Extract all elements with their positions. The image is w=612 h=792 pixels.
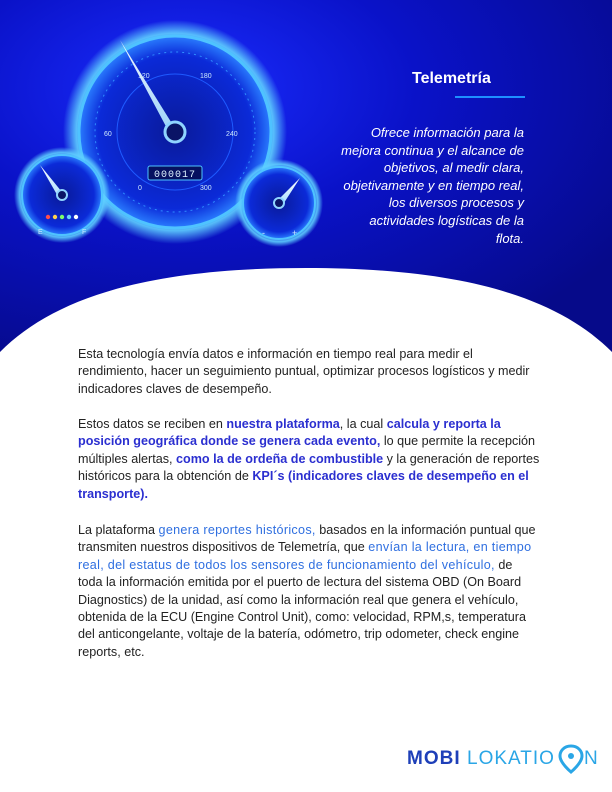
- hero-description: Ofrece información para la mejora continua y el alcance de objetivos, al medir clara, objetivamente y en tiempo real, los diversos procesos y actividades logísticas de la flota.: [341, 125, 524, 246]
- title-underline: [455, 96, 525, 98]
- paragraph-intro: Esta tecnología envía datos e información en tiempo real para medir el rendimiento, hacer un seguimiento puntual, optimizar procesos logísticos y medir indicadores claves de desempeño.: [78, 347, 530, 396]
- highlight-fuel-alert: como la de ordeña de combustible: [176, 451, 384, 466]
- fuel-full-label: F: [82, 229, 87, 236]
- tick-label: 300: [200, 185, 212, 192]
- paragraph-reports: [78, 522, 540, 661]
- highlight-sensors: envían la lectura, en tiempo real, del estatus de todos los sensores de funcionamiento del vehículo,: [78, 540, 532, 572]
- paragraph-platform: [78, 416, 540, 503]
- section-title: Telemetría: [412, 70, 491, 87]
- highlight-platform: nuestra plataforma: [226, 417, 340, 431]
- highlight-reports: genera reportes históricos,: [158, 523, 316, 537]
- mobilokation-logo: [405, 740, 598, 776]
- tick-label: 120: [138, 73, 150, 80]
- logo-text-n: N: [584, 748, 598, 769]
- text-run: basados en la información puntual que transmiten nuestros dispositivos de Telemetría, que: [78, 523, 536, 555]
- text-run: y la generación de reportes históricos para la obtención de: [78, 451, 540, 484]
- logo-text-mobi: MOBI: [407, 748, 461, 769]
- tick-label: 60: [104, 131, 112, 138]
- fuel-gauge: [14, 147, 110, 243]
- temp-plus-label: +: [292, 228, 298, 238]
- logo-text-lokatio: LOKATIO: [467, 748, 555, 769]
- text-run: Estos datos se reciben en: [78, 417, 227, 431]
- text-run: La plataforma: [78, 523, 159, 537]
- text-run: de toda la información emitida por el puerto de lectura del sistema OBD (On Board Diagnostics) de la unidad, así como la información real que genera el vehículo, obtenida de la ECU (Engine Control Unit), como: velocidad, RPM,s, temperatura del anticongelante, voltaje de la batería, odómetro, trip odometer, check engine reports, etc.: [78, 557, 526, 659]
- temp-minus-label: -: [262, 228, 265, 238]
- highlight-position: calcula y reporta la posición geográfica donde se genera cada evento,: [78, 417, 501, 449]
- text-run: , la cual: [339, 417, 387, 431]
- temperature-gauge: [235, 159, 323, 247]
- odometer-readout: 000017: [153, 170, 197, 181]
- highlight-kpis: KPI´s (indicadores claves de desempeño en el transporte).: [78, 469, 529, 501]
- tick-label: 240: [226, 131, 238, 138]
- fuel-empty-label: E: [38, 229, 43, 236]
- location-pin-icon: [560, 746, 582, 772]
- text-run: lo que permite la recepción múltiples alertas,: [78, 434, 536, 466]
- tick-label: 180: [200, 73, 212, 80]
- tick-label: 0: [138, 185, 142, 192]
